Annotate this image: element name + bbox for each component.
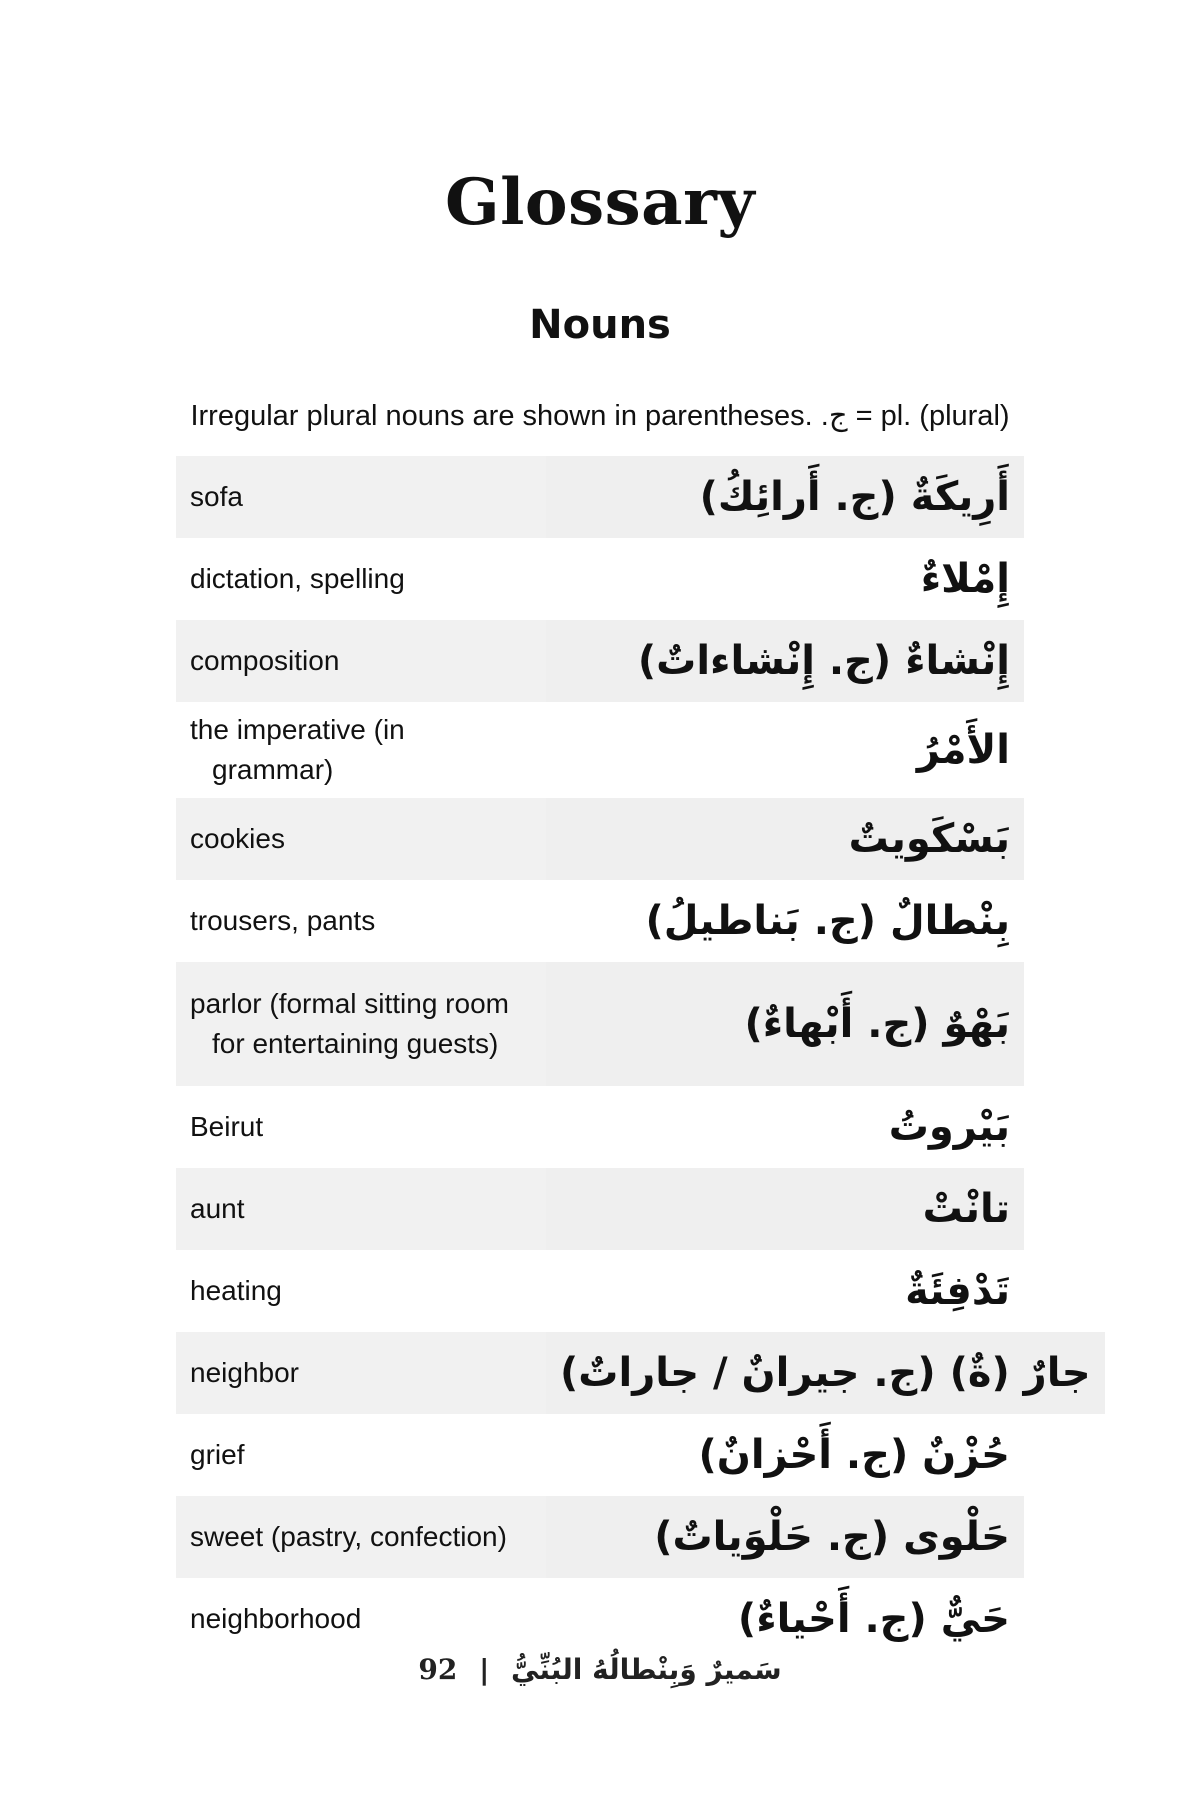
english-term: sofa (190, 481, 243, 512)
arabic-term: إِمْلاءٌ (920, 556, 1010, 602)
english-term: trousers, pants (190, 905, 376, 936)
english-term: neighbor (190, 1357, 299, 1388)
table-row (176, 538, 1024, 620)
footer-separator: | (479, 1653, 490, 1686)
table-row (176, 1086, 1024, 1168)
arabic-term: الأَمْرُ (916, 727, 1010, 773)
arabic-term: أَرِيكَةٌ (ج. أَرائِكُ) (546, 456, 1024, 538)
arabic-term: بَسْكَويتٌ (546, 798, 1024, 880)
english-term: heating (190, 1275, 282, 1306)
page-number: 92 (418, 1653, 458, 1686)
arabic-term: حُزْنٌ (ج. أَحْزانٌ) (698, 1432, 1010, 1478)
arabic-term: حَيٌّ (ج. أَحْياءٌ) (737, 1596, 1010, 1642)
arabic-term: جارٌ (ةٌ) (ج. جيرانٌ / جاراتٌ) (546, 1332, 1105, 1414)
arabic-term: حَلْوى (ج. حَلْوَياتٌ) (546, 1496, 1024, 1578)
english-term: sweet (pastry, confection) (190, 1521, 507, 1552)
table-row (176, 1250, 1024, 1332)
table-row (176, 1332, 1091, 1414)
page-title: Glossary (444, 165, 756, 240)
table-row (176, 620, 1024, 702)
english-term: aunt (190, 1193, 245, 1224)
intro-note: Irregular plural nouns are shown in parentheses. .ج = pl. (plural) (190, 400, 1010, 432)
table-row (176, 880, 1024, 962)
arabic-term: تانْتْ (546, 1168, 1024, 1250)
arabic-term: بَهْوٌ (ج. أَبْهاءٌ) (546, 962, 1024, 1086)
arabic-term: إِنْشاءٌ (ج. إِنْشاءاتٌ) (546, 620, 1024, 702)
page-footer (0, 1648, 1200, 1692)
arabic-term: بِنْطالٌ (ج. بَناطيلُ) (645, 898, 1010, 944)
english-term: Beirut (190, 1111, 264, 1142)
table-row (176, 1414, 1024, 1496)
footer-book-title: سَميرٌ وَبِنْطالُهُ البُنِّيُّ (511, 1653, 782, 1686)
table-row (176, 798, 1024, 880)
english-term: parlor (formal sitting room for entertaining guests) (190, 988, 509, 1059)
english-term: cookies (190, 823, 285, 854)
table-row (176, 456, 1024, 538)
table-row (176, 1168, 1024, 1250)
english-term: grief (190, 1439, 245, 1470)
arabic-term: تَدْفِئَةٌ (905, 1268, 1010, 1314)
table-row (176, 1496, 1024, 1578)
english-term: neighborhood (190, 1603, 362, 1634)
english-term: composition (190, 645, 340, 676)
english-term: dictation, spelling (190, 563, 405, 594)
glossary-table (176, 456, 1091, 1660)
table-row (176, 702, 1024, 798)
arabic-term: بَيْروتُ (888, 1104, 1010, 1150)
english-term: the imperative (in grammar) (190, 714, 405, 785)
section-title: Nouns (529, 302, 671, 348)
table-row (176, 962, 1024, 1086)
